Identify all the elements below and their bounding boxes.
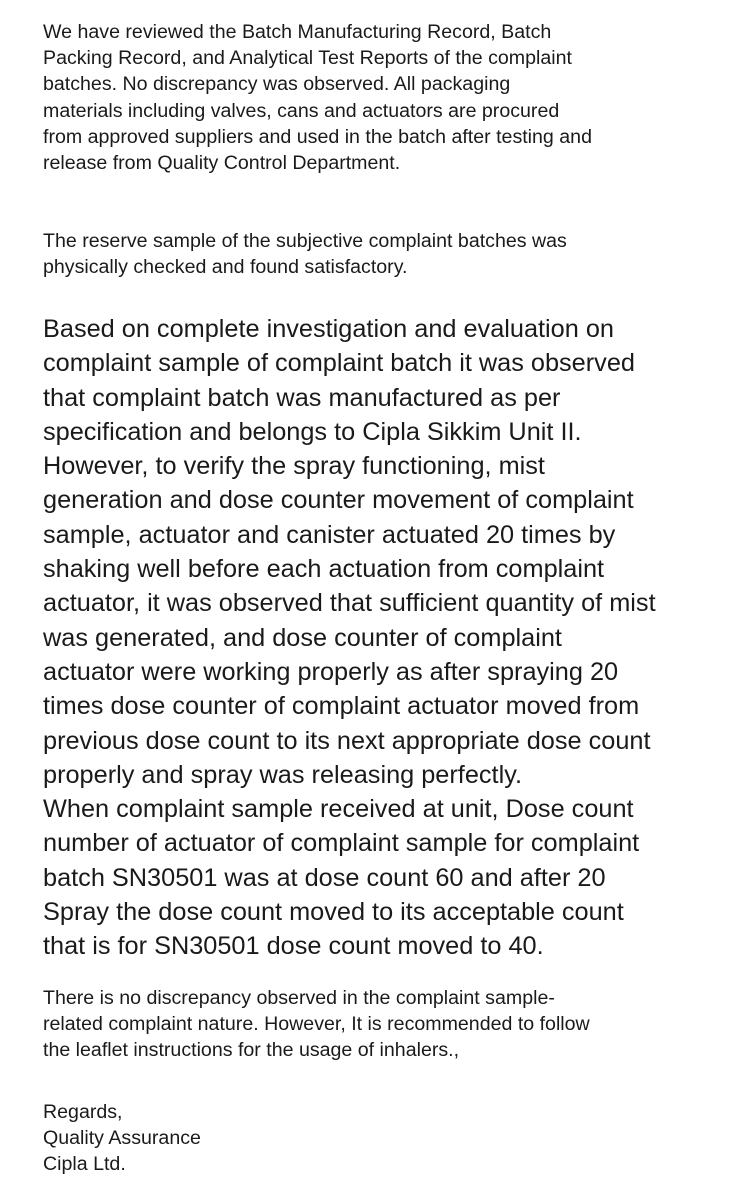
text-line: We have reviewed the Batch Manufacturing Record, Batch [43, 21, 552, 43]
text-line: sample, actuator and canister actuated 20 times by [43, 520, 616, 549]
text-line: actuator, it was observed that sufficient quantity of mist [43, 589, 656, 618]
signature-company: Cipla Ltd. [43, 1153, 126, 1176]
text-line: that complaint batch was manufactured as per [43, 383, 561, 412]
text-line: number of actuator of complaint sample for complaint [43, 829, 640, 858]
text-line: release from Quality Control Department. [43, 152, 401, 175]
text-line: However, to verify the spray functioning, mist [43, 452, 545, 481]
text-line: Based on complete investigation and evaluation on [43, 315, 614, 343]
text-line: batches. No discrepancy was observed. All packaging [43, 73, 511, 96]
text-line: times dose counter of complaint actuator moved from [43, 692, 640, 721]
paragraph-conclusion [43, 985, 714, 1064]
text-line: generation and dose counter movement of complaint [43, 486, 634, 515]
text-line: properly and spray was releasing perfectly. [43, 760, 522, 789]
text-line: physically checked and found satisfactory. [43, 256, 408, 279]
signature-greeting: Regards, [43, 1101, 123, 1123]
text-line: complaint sample of complaint batch it was observed [43, 349, 635, 378]
text-line: Packing Record, and Analytical Test Reports of the complaint [43, 47, 572, 70]
paragraph-reserve-sample [43, 228, 714, 280]
text-line: materials including valves, cans and actuators are procured [43, 99, 560, 122]
text-line: shaking well before each actuation from complaint [43, 555, 605, 584]
text-line: actuator were working properly as after spraying 20 [43, 657, 619, 686]
signature-block [43, 1099, 714, 1178]
text-line: Spray the dose count moved to its acceptable count [43, 898, 624, 927]
text-line: the leaflet instructions for the usage of inhalers., [43, 1039, 460, 1062]
text-line: When complaint sample received at unit, Dose count [43, 795, 634, 824]
signature-department: Quality Assurance [43, 1127, 201, 1150]
paragraph-investigation-findings [43, 312, 724, 964]
text-line: was generated, and dose counter of complaint [43, 623, 562, 652]
text-line: batch SN30501 was at dose count 60 and after 20 [43, 863, 606, 892]
text-line: previous dose count to its next appropriate dose count [43, 726, 651, 755]
paragraph-records-review [43, 19, 714, 176]
text-line: from approved suppliers and used in the batch after testing and [43, 125, 592, 148]
text-line: There is no discrepancy observed in the complaint sample- [43, 987, 555, 1009]
text-line: that is for SN30501 dose count moved to 40. [43, 932, 544, 961]
text-line: specification and belongs to Cipla Sikkim Unit II. [43, 417, 582, 446]
text-line: related complaint nature. However, It is recommended to follow [43, 1013, 590, 1036]
text-line: The reserve sample of the subjective complaint batches was [43, 230, 567, 252]
